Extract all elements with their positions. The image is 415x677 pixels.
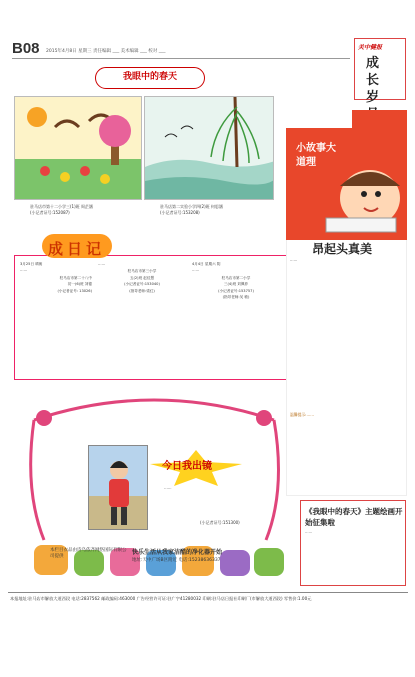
sponsor-contact: 地址:天中广场B区附近 电话:15238636337: [132, 558, 221, 563]
showme-caption: (小记者证号:151300): [200, 520, 240, 525]
diary-col3-sign: 三(4)班 刘佩菲: [223, 282, 249, 287]
story-title: 昂起头真美: [312, 242, 373, 256]
painting1-caption-line1: 驻马店市第十二小学三(1)班 周芷涵: [30, 204, 93, 209]
painting1-caption-line2: (小记者证号:152087): [30, 210, 70, 215]
story-top-strip: [352, 110, 407, 128]
child-photo: [88, 445, 148, 530]
header-meta: 2015年4月8日 星期三 责任编辑 ___ 美术编辑 ___ 校对 ___: [46, 49, 166, 54]
diary-banner: 成日记: [48, 240, 106, 258]
column-title: 成长岁: [366, 56, 380, 105]
diary-col3-para: ……: [192, 268, 200, 273]
call-for-entries-body: [305, 530, 403, 584]
diary-column-3: [192, 262, 280, 374]
call-for-entries-title: 《我眼中的春天》主题绘画开始征集啦: [305, 507, 403, 527]
diary-col3-para: 4月4日 星期六 阴: [192, 262, 221, 266]
diary-col1-para: ……: [20, 268, 28, 273]
painting2-caption-line1: 驻马店第二实验小学四(2)班 何思涵: [160, 204, 223, 209]
diary-col1-sign: (小记者证号: 13026): [57, 288, 92, 293]
diary-col3-sign: (指导老师:吴 敏): [222, 295, 250, 300]
diary-col3-sign: (小记者证号:153757): [218, 288, 254, 293]
sponsor-note: 本栏目衣品由诗乌依齐网络国际有限公司提供: [50, 548, 127, 559]
header-divider: [12, 58, 350, 59]
painting-willow: [144, 96, 274, 200]
story-section-label: 小故事大道理: [296, 143, 336, 168]
brand-logo: 关中健报: [358, 44, 383, 51]
diary-column-2: [98, 262, 186, 374]
sponsor-name: 快乐生活从我家洁酷的净化器开始: [132, 549, 223, 556]
showme-poem: [164, 485, 252, 491]
diary-col1-sign: 驻马店市第二十八中: [59, 275, 92, 280]
call-paragraph: ……: [305, 530, 313, 534]
diary-col2-sign: 驻马店市第三小学: [127, 269, 157, 274]
paintings-banner: 我眼中的春天: [95, 67, 205, 89]
diary-col1-para: 3月25日 晴朗: [20, 262, 43, 266]
showme-banner: 今日我出镜: [162, 461, 212, 472]
story-tip: 温馨提示:……: [290, 412, 315, 417]
story-paragraph: ……: [290, 258, 298, 262]
painting2-caption-line2: (小记者证号:153208): [160, 210, 200, 215]
painting-birds: [14, 96, 142, 200]
diary-col1-sign: 初一(6)班 刘德: [67, 282, 92, 287]
diary-column-1: [20, 262, 92, 374]
diary-col2-sign: (指导老师:梁红): [129, 288, 155, 293]
diary-col2-para: ……: [98, 262, 106, 266]
poem-line: ……: [164, 485, 172, 490]
diary-col2-sign: (小记者证号:153040): [124, 282, 160, 287]
page-number: B08: [12, 40, 40, 57]
diary-col3-sign: 驻马店市第二小学: [221, 275, 251, 280]
diary-col2-sign: 五(2)班 赵佳慧: [129, 275, 155, 280]
footer-divider: [8, 592, 408, 593]
story-body: [290, 258, 404, 408]
footer-info: 本报地址:驻马店市解放大道西段 电话:2837562 邮政编码:463000 广告经营许可证:驻广字41280032 印刷:驻马店日报社印刷厂(市解放大道西段) 零售价:1.00元: [10, 596, 312, 601]
